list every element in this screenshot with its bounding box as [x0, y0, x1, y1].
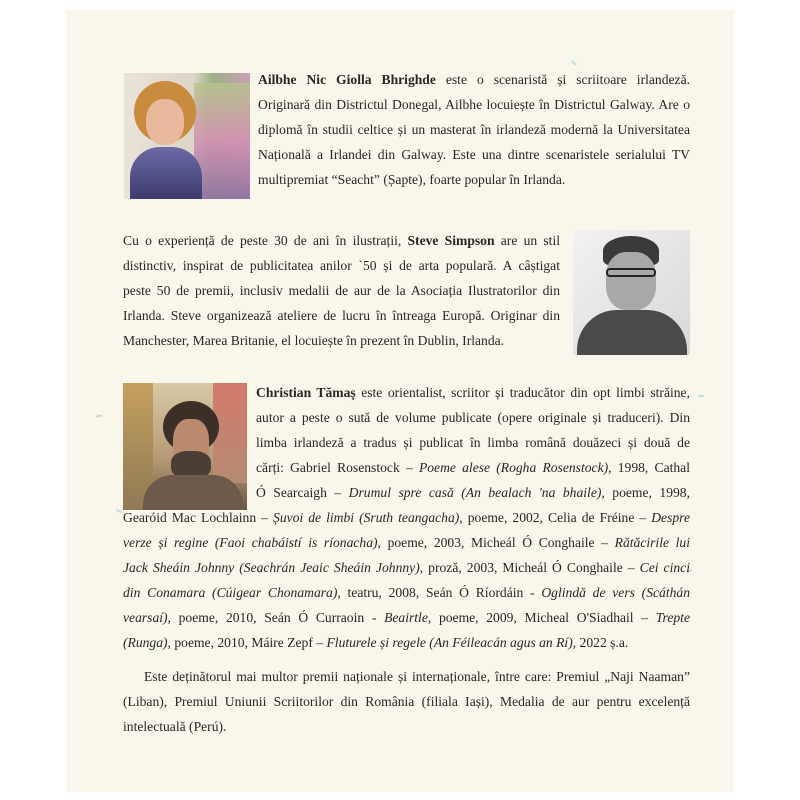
bio-ailbhe [258, 67, 690, 192]
book-title: vearsaí) [123, 610, 168, 625]
text-segment: diplomă în studii celtice și un masterat în irlandeză modernă la Universitatea [258, 122, 690, 137]
text-line [258, 142, 690, 167]
text-line [258, 92, 690, 117]
text-segment: , 2022 ș.a. [572, 635, 629, 650]
text-segment: este o scenaristă și scriitoare irlandeză. [435, 72, 690, 87]
text-line [123, 605, 690, 630]
text-line [256, 380, 690, 405]
book-title: verze și regine (Faoi chabáistí is ríonacha) [123, 535, 378, 550]
text-segment: limba irlandeză a tradus și publicat în limba română douăzeci și două de [256, 435, 690, 450]
book-title: Oglindă de vers (Scáthán [541, 585, 690, 600]
text-line [256, 480, 690, 505]
text-segment: este orientalist, scriitor și traducător din opt limbi străine, [355, 385, 690, 400]
bio-steve [123, 228, 560, 353]
paper-fleck [96, 414, 102, 417]
book-title: Drumul spre casă (An bealach 'na bhaile) [348, 485, 602, 500]
text-segment: , poeme, 2002, Celia de Fréine – [459, 510, 652, 525]
text-line [123, 630, 690, 655]
text-segment: Ó Searcaigh – [256, 485, 349, 500]
text-line [123, 580, 690, 605]
text-segment: , poeme, 1998, [601, 485, 690, 500]
text-segment: Națională a Irlandei din Galway. Este una dintre scenaristele serialului TV [258, 147, 690, 162]
text-segment: distinctiv, inspirat de publicitatea anilor `50 și de arta populară. A câștigat [123, 258, 560, 273]
text-line [123, 278, 560, 303]
text-line [123, 664, 690, 689]
book-title: (Runga) [123, 635, 168, 650]
person-name: Ailbhe Nic Giolla Bhrighde [258, 72, 436, 87]
text-segment: , poeme, 2003, Micheál Ó Conghaile – [377, 535, 615, 550]
text-segment: intelectuală (Perú). [123, 719, 227, 734]
text-segment: multipremiat “Seacht” (Șapte), foarte popular în Irlanda. [258, 172, 566, 187]
text-segment: Manchester, Marea Britanie, el locuiește în prezent în Dublin, Irlanda. [123, 333, 505, 348]
text-line [123, 228, 560, 253]
portrait-steve-photo [573, 230, 690, 355]
text-line [123, 328, 560, 353]
text-segment: Cu o experiență de peste 30 de ani în ilustrații, [123, 233, 408, 248]
text-line [258, 67, 690, 92]
text-line [123, 714, 690, 739]
book-title: Cei cinci [639, 560, 690, 575]
text-segment: , proză, 2003, Micheál Ó Conghaile – [419, 560, 640, 575]
text-line [123, 253, 560, 278]
text-line [123, 303, 560, 328]
text-segment: Originară din Districtul Donegal, Ailbhe locuiește în Districtul Galway. Are o [258, 97, 690, 112]
text-segment: Irlanda. Steve organizează ateliere de lucru în întreaga Europă. Originar din [123, 308, 560, 323]
book-title: din Conamara (Cúigear Chonamara) [123, 585, 338, 600]
bio-christian [123, 380, 690, 655]
book-title: Beairtle [384, 610, 428, 625]
text-line [123, 505, 690, 530]
text-line [123, 555, 690, 580]
paper-fleck [571, 60, 577, 65]
text-segment: , poeme, 2010, Seán Ó Curraoin - [167, 610, 385, 625]
text-line [256, 430, 690, 455]
bio-christian-awards [123, 664, 690, 739]
text-line [258, 167, 690, 192]
book-title: Poeme alese (Rogha Rosenstock) [418, 460, 609, 475]
book-title: Despre [651, 510, 690, 525]
text-segment: , teatru, 2008, Seán Ó Ríordáin - [337, 585, 542, 600]
paper-fleck [116, 509, 122, 513]
book-title: Jack Sheáin Johnny (Seachrán Jeaic Sheáin Johnny) [123, 560, 420, 575]
person-name: Christian Tămaș [256, 385, 356, 400]
book-title: Trepte [655, 610, 690, 625]
paper-fleck [698, 395, 704, 397]
book-title: Șuvoi de limbi (Sruth teangacha) [273, 510, 460, 525]
text-line [256, 405, 690, 430]
text-segment: autor a peste o sută de volume publicate (opere originale și traduceri). Din [256, 410, 690, 425]
text-segment: , 1998, Cathal [608, 460, 690, 475]
book-title: Rătăcirile lui [614, 535, 690, 550]
book-title: Fluturele și regele (An Féileacán agus an Rí) [326, 635, 573, 650]
text-line [256, 455, 690, 480]
portrait-ailbhe-photo [124, 73, 250, 199]
text-segment: (Liban), Premiul Uniunii Scriitorilor din România (filiala Iași), Medalia de aur pentru excelență [123, 694, 690, 709]
text-segment: , poeme, 2009, Micheal O'Siadhail – [427, 610, 656, 625]
text-segment: peste 50 de premii, inclusiv medalii de aur de la Asociația Ilustratorilor din [123, 283, 560, 298]
text-segment: , poeme, 2010, Máire Zepf – [167, 635, 327, 650]
text-line [123, 689, 690, 714]
text-segment: Gearóid Mac Lochlainn – [123, 510, 274, 525]
text-line [258, 117, 690, 142]
person-name: Steve Simpson [407, 233, 495, 248]
text-segment: cărți: Gabriel Rosenstock – [256, 460, 419, 475]
text-segment: Este deținătorul mai multor premii naționale și internaționale, între care: Premiul „Naji Naaman” [144, 669, 690, 684]
text-segment: are un stil [494, 233, 561, 248]
text-line [123, 530, 690, 555]
